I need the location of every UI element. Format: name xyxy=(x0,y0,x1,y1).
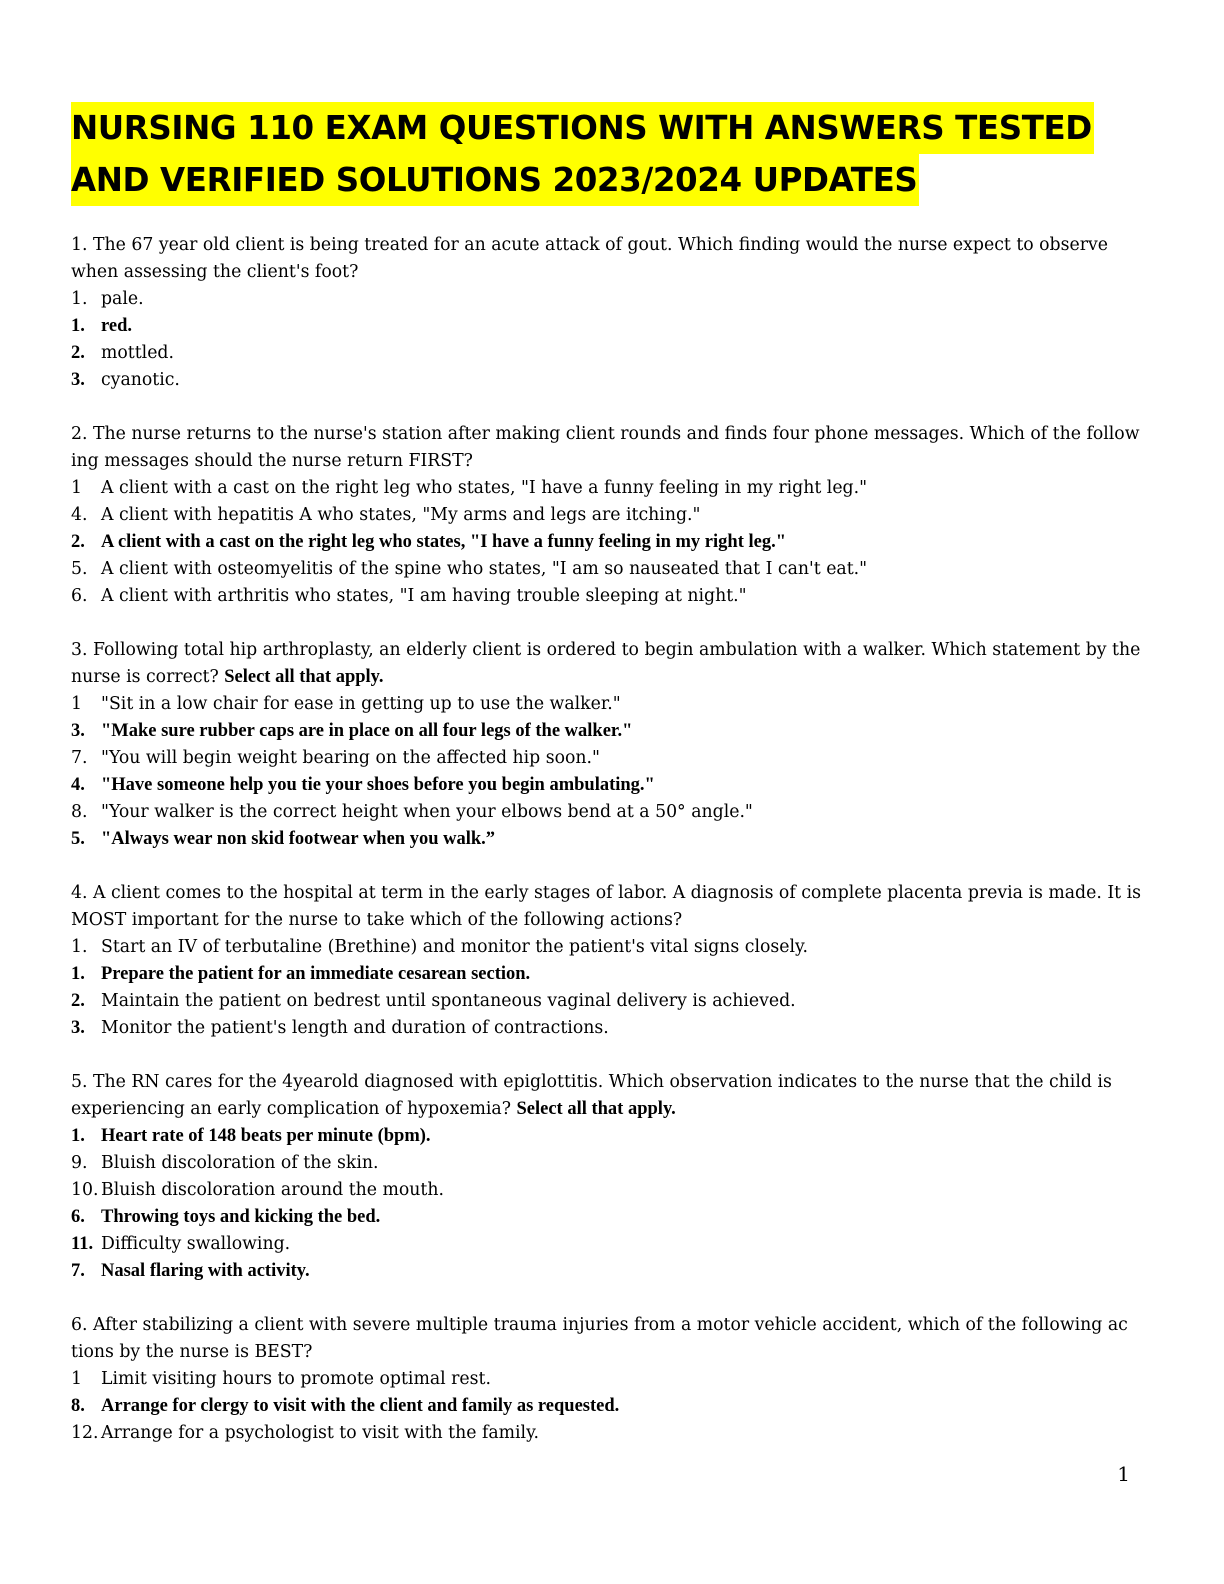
option-number: 2. xyxy=(71,991,85,1011)
option-number: 2. xyxy=(71,532,85,552)
option-text: "You will begin weight bearing on the affected hip soon." xyxy=(101,748,600,768)
select-all-note: Select all that apply. xyxy=(224,667,384,687)
option-text: "Have someone help you tie your shoes before you begin ambulating." xyxy=(101,775,655,795)
option-text: "Make sure rubber caps are in place on all four legs of the walker." xyxy=(101,721,633,741)
option-text: Throwing toys and kicking the bed. xyxy=(101,1207,381,1227)
option-text: A client with a cast on the right leg who states, "I have a funny feeling in my right leg." xyxy=(101,532,786,552)
option-number: 8. xyxy=(71,1396,85,1416)
answer-option-correct xyxy=(71,1393,1156,1420)
question-text: 2. The nurse returns to the nurse's station after making client rounds and finds four phone messages. Which of the follow ing messages should the nurse return FIRST? xyxy=(71,424,1140,471)
option-number: 1. xyxy=(71,964,85,984)
select-all-note: Select all that apply. xyxy=(516,1099,676,1119)
answer-option xyxy=(71,745,1156,772)
question-block xyxy=(71,637,1156,853)
option-text: Arrange for clergy to visit with the client and family as requested. xyxy=(101,1396,620,1416)
option-number: 12. xyxy=(71,1423,99,1443)
option-number: 7. xyxy=(71,748,88,768)
question-list xyxy=(71,232,1156,1474)
option-text: "Your walker is the correct height when your elbows bend at a 50° angle." xyxy=(101,802,753,822)
answer-option xyxy=(71,1015,1156,1042)
option-text: mottled. xyxy=(101,343,174,363)
option-number: 1. xyxy=(71,937,88,957)
answer-option xyxy=(71,367,1156,394)
answer-option xyxy=(71,1177,1156,1204)
option-text: red. xyxy=(101,316,133,336)
question-block xyxy=(71,1312,1156,1447)
title-line-1: NURSING 110 EXAM QUESTIONS WITH ANSWERS TESTED xyxy=(71,102,1094,154)
question-block xyxy=(71,880,1156,1042)
option-number: 11. xyxy=(71,1234,94,1254)
option-number: 6. xyxy=(71,1207,85,1227)
answer-option-correct xyxy=(71,529,1156,556)
option-number: 3. xyxy=(71,721,85,741)
option-number: 4. xyxy=(71,775,85,795)
question-text: 1. The 67 year old client is being treated for an acute attack of gout. Which finding would the nurse expect to observe when assessing the client's foot? xyxy=(71,235,1108,282)
option-text: A client with arthritis who states, "I am having trouble sleeping at night." xyxy=(101,586,747,606)
answer-option-correct xyxy=(71,961,1156,988)
option-text: Start an IV of terbutaline (Brethine) and monitor the patient's vital signs closely. xyxy=(101,937,808,957)
answer-option xyxy=(71,1366,1156,1393)
answer-option-correct xyxy=(71,1258,1156,1285)
answer-option xyxy=(71,556,1156,583)
option-number: 10. xyxy=(71,1180,99,1200)
answer-option xyxy=(71,583,1156,610)
answer-option xyxy=(71,286,1156,313)
option-text: Prepare the patient for an immediate cesarean section. xyxy=(101,964,531,984)
answer-option-correct xyxy=(71,772,1156,799)
answer-option-correct xyxy=(71,718,1156,745)
question-text: 6. After stabilizing a client with severe multiple trauma injuries from a motor vehicle accident, which of the following ac tions by the nurse is BEST? xyxy=(71,1315,1128,1362)
option-number: 1 xyxy=(71,694,82,714)
answer-option xyxy=(71,988,1156,1015)
option-number: 9. xyxy=(71,1153,88,1173)
option-text: Difficulty swallowing. xyxy=(101,1234,291,1254)
answer-option xyxy=(71,1231,1156,1258)
question-stem xyxy=(71,637,1156,691)
answer-option xyxy=(71,475,1156,502)
option-number: 7. xyxy=(71,1261,85,1281)
answer-option-correct xyxy=(71,1123,1156,1150)
option-number: 1 xyxy=(71,478,82,498)
question-stem xyxy=(71,232,1156,286)
option-number: 5. xyxy=(71,829,85,849)
question-text: 4. A client comes to the hospital at term in the early stages of labor. A diagnosis of complete placenta previa is made. It is MOST important for the nurse to take which of the following actions? xyxy=(71,883,1141,930)
option-text: "Always wear non skid footwear when you walk.” xyxy=(101,829,496,849)
option-text: Nasal flaring with activity. xyxy=(101,1261,310,1281)
question-text: 3. Following total hip arthroplasty, an elderly client is ordered to begin ambulation with a walker. Which statement by the nurse is correct? xyxy=(71,640,1141,687)
option-number: 1. xyxy=(71,1126,85,1146)
option-text: A client with hepatitis A who states, "My arms and legs are itching." xyxy=(101,505,701,525)
option-number: 4. xyxy=(71,505,88,525)
option-number: 6. xyxy=(71,586,88,606)
question-block xyxy=(71,1069,1156,1285)
option-number: 5. xyxy=(71,559,88,579)
option-number: 8. xyxy=(71,802,88,822)
answer-option xyxy=(71,934,1156,961)
answer-option xyxy=(71,1420,1156,1447)
answer-option-correct xyxy=(71,1204,1156,1231)
option-text: A client with a cast on the right leg who states, "I have a funny feeling in my right leg." xyxy=(101,478,868,498)
option-text: Bluish discoloration of the skin. xyxy=(101,1153,379,1173)
question-stem xyxy=(71,421,1156,475)
option-number: 2. xyxy=(71,343,85,363)
option-text: Maintain the patient on bedrest until spontaneous vaginal delivery is achieved. xyxy=(101,991,796,1011)
question-stem xyxy=(71,880,1156,934)
question-stem xyxy=(71,1069,1156,1123)
option-number: 1. xyxy=(71,289,88,309)
option-text: Arrange for a psychologist to visit with the family. xyxy=(101,1423,540,1443)
option-text: A client with osteomyelitis of the spine who states, "I am so nauseated that I can't eat." xyxy=(101,559,868,579)
option-text: "Sit in a low chair for ease in getting up to use the walker." xyxy=(101,694,621,714)
option-text: Heart rate of 148 beats per minute (bpm). xyxy=(101,1126,431,1146)
option-text: pale. xyxy=(101,289,144,309)
option-number: 3. xyxy=(71,370,85,390)
option-text: Limit visiting hours to promote optimal rest. xyxy=(101,1369,491,1389)
answer-option xyxy=(71,691,1156,718)
answer-option-correct xyxy=(71,826,1156,853)
answer-option-correct xyxy=(71,313,1156,340)
answer-option xyxy=(71,1150,1156,1177)
option-number: 1. xyxy=(71,316,85,336)
question-block xyxy=(71,232,1156,394)
option-number: 1 xyxy=(71,1369,82,1389)
option-text: cyanotic. xyxy=(101,370,180,390)
question-stem xyxy=(71,1312,1156,1366)
option-text: Monitor the patient's length and duration of contractions. xyxy=(101,1018,609,1038)
page-number: 1 xyxy=(1117,1462,1130,1486)
answer-option xyxy=(71,799,1156,826)
document-title xyxy=(71,102,1094,206)
answer-option xyxy=(71,502,1156,529)
question-text: 5. The RN cares for the 4yearold diagnosed with epiglottitis. Which observation indicates to the nurse that the child is experiencing an early complication of hypoxemia? xyxy=(71,1072,1112,1119)
option-number: 3. xyxy=(71,1018,85,1038)
title-line-2: AND VERIFIED SOLUTIONS 2023/2024 UPDATES xyxy=(71,154,919,206)
answer-option xyxy=(71,340,1156,367)
option-text: Bluish discoloration around the mouth. xyxy=(101,1180,444,1200)
question-block xyxy=(71,421,1156,610)
